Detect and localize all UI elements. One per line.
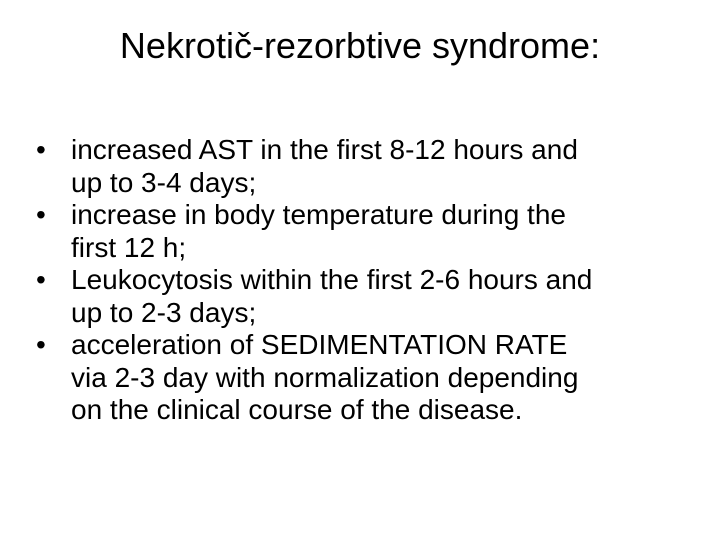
bullet-text-line: first 12 h; (71, 231, 187, 263)
bullet-text-line: via 2-3 day with normalization depending (71, 361, 579, 393)
bullet-dot-icon: • (36, 329, 46, 360)
bullet-text-line: up to 3-4 days; (71, 166, 257, 198)
bullet-dot-icon: • (36, 199, 46, 230)
bullet-dot-icon: • (36, 264, 46, 295)
bullet-item (36, 264, 686, 329)
bullet-text-line: acceleration of SEDIMENTATION RATE (71, 329, 568, 360)
slide-title: Nekrotič-rezorbtive syndrome: (119, 25, 601, 66)
bullet-text-line: up to 2-3 days; (71, 296, 257, 328)
bullet-item (36, 199, 686, 264)
bullet-text-line: on the clinical course of the disease. (71, 394, 523, 425)
bullet-list (36, 134, 686, 427)
bullet-text-line: Leukocytosis within the first 2-6 hours and (71, 264, 593, 295)
bullet-text-line: increased AST in the first 8-12 hours and (71, 134, 578, 165)
bullet-dot-icon: • (36, 134, 46, 165)
bullet-text-line: increase in body temperature during the (71, 199, 566, 230)
bullet-item (36, 134, 686, 199)
bullet-item (36, 329, 686, 427)
